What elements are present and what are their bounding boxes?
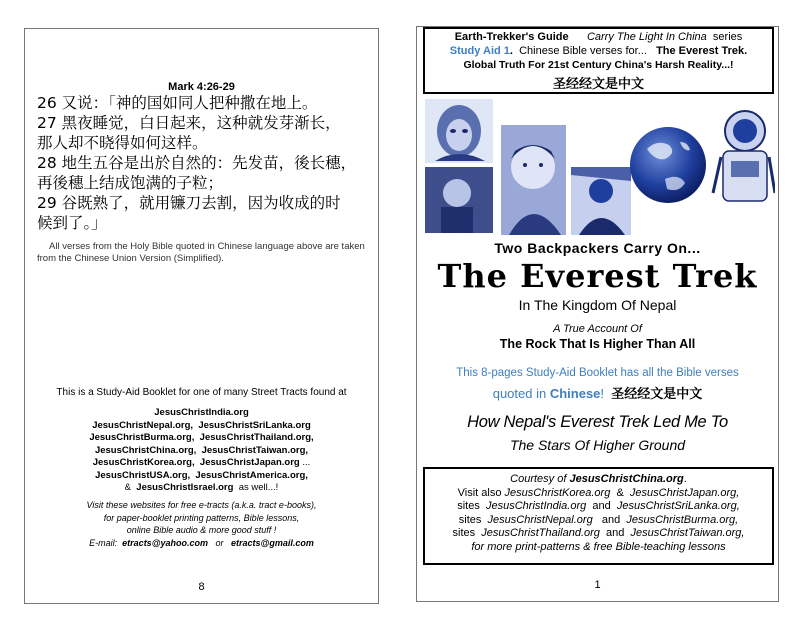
rock-line: The Rock That Is Higher Than All <box>499 337 696 351</box>
chinese-tagline-2: 圣经经文是中文 <box>611 387 703 402</box>
chinese-verses <box>37 93 372 233</box>
earth-globe-image <box>630 127 706 203</box>
visit-line: Visit these websites for free e-tracts (a.k.a. tract e-books), <box>86 500 317 510</box>
sites-word: sites <box>452 527 476 539</box>
study-aid-line: This is a Study-Aid Booklet for one of many Street Tracts found at <box>56 387 347 398</box>
source-note: All verses from the Holy Bible quoted in Chinese language above are taken from the Chinese Union Version (Simplified). <box>37 241 365 264</box>
site-link[interactable]: JesusChristUSA.org <box>95 469 188 481</box>
email-label: E-mail: <box>89 537 118 548</box>
verse-line: 28 地生五谷是出於自然的：先发苗，後长穗， <box>37 154 357 172</box>
trekker-photo-image <box>571 167 631 235</box>
visit-also: Visit also <box>457 486 502 499</box>
sites-word: sites <box>458 513 482 526</box>
or-text: or <box>215 537 224 548</box>
booklet-chinese-line: quoted in Chinese! 圣经经文是中文 <box>492 386 703 402</box>
as-well-text: as well...! <box>238 482 279 493</box>
verse-line: 29 谷既熟了，就用镰刀去割，因为收成的时 <box>37 194 341 212</box>
site-link[interactable]: JesusChristNepal.org <box>92 419 191 431</box>
visit-note <box>25 499 378 549</box>
stars-line: The Stars Of Higher Ground <box>509 437 686 453</box>
verse-reference: Mark 4:26-29 <box>168 81 235 93</box>
verse-line: 26 又说：「神的国如同人把种撒在地上。 <box>37 94 318 112</box>
site-link[interactable]: JesusChristJapan.org, <box>629 486 740 499</box>
verse-line: 那人却不晓得如何这样。 <box>37 134 208 152</box>
elder-portrait-image <box>501 125 566 235</box>
courtesy-prefix: Courtesy of <box>510 473 567 485</box>
sites-list: JesusChristIndia.org JesusChristNepal.org, JesusChristSriLanka.org JesusChristBurma.org, JesusChristThailand.org, JesusChristChina.org, JesusChristTaiwan.org, JesusChristKorea.org, JesusChristJapan.org ... JesusChristUSA.org, JesusChristAmerica.org, & JesusChristIsrael.org as well...! <box>89 407 314 493</box>
site-link[interactable]: JesusChristSriLanka.org <box>198 419 311 431</box>
verse-line: 再後穗上结成饱满的子粒； <box>37 174 224 192</box>
site-link[interactable]: JesusChristIndia.org <box>154 407 249 418</box>
site-link[interactable]: JesusChristNepal.org <box>487 513 593 526</box>
right-page <box>416 26 779 602</box>
site-link[interactable]: JesusChristBurma.org <box>89 432 192 443</box>
site-link[interactable]: JesusChristIsrael.org <box>136 482 234 493</box>
verse-line: 候到了。」 <box>37 214 107 232</box>
site-link[interactable]: JesusChristKorea.org <box>504 486 611 499</box>
trek-name: The Everest Trek <box>656 45 745 57</box>
ellipsis: ... <box>302 457 311 468</box>
and-text: & <box>124 482 131 493</box>
courtesy-site[interactable]: JesusChristChina.org <box>569 473 684 485</box>
study-aid-label: Study Aid 1 <box>449 45 510 57</box>
header-box: Earth-Trekker's Guide Carry The Light In China series Study Aid 1. Chinese Bible verses for... The Everest Trek. Global Truth For 21st Century China's Harsh Reality...! 圣经经文是中文 <box>423 27 774 94</box>
courtesy-box: Courtesy of JesusChristChina.org. Visit also JesusChristKorea.org & JesusChristJapan.org, sites JesusChristIndia.org and JesusChristSriLanka.org, sites JesusChristNepal.org and JesusChristBurma.org, sites JesusChristThailand.org and JesusChristTaiwan.org, for more print-patterns & free Bible-teaching lessons <box>423 467 774 565</box>
page-number: 1 <box>594 579 601 591</box>
email-link[interactable]: etracts@yahoo.com <box>122 537 208 548</box>
visit-line: online Bible audio & more good stuff ! <box>126 525 277 535</box>
site-link[interactable]: JesusChristTaiwan.org <box>201 444 306 456</box>
site-link[interactable]: JesusChristJapan.org <box>199 457 300 468</box>
child-photo-image <box>425 167 493 233</box>
courtesy-last-line: for more print-patterns & free Bible-teaching lessons <box>471 540 726 553</box>
how-to-line: How Nepal's Everest Trek Led Me To <box>467 413 728 431</box>
and-word: and <box>601 513 621 526</box>
and-word: and <box>592 500 611 512</box>
and-word: and <box>606 527 625 539</box>
astronaut-image <box>713 97 775 205</box>
main-title: The Everest Trek <box>437 257 758 295</box>
site-link[interactable]: JesusChristChina.org <box>94 444 194 456</box>
verses-for-text: Chinese Bible verses for... <box>519 45 647 57</box>
booklet-line: This 8-pages Study-Aid Booklet has all the Bible verses <box>456 367 739 379</box>
series-word: series <box>712 31 743 43</box>
cover-images <box>425 97 775 237</box>
site-link[interactable]: JesusChristTaiwan.org, <box>630 527 745 539</box>
chinese-word: Chinese <box>549 386 601 401</box>
left-page <box>24 28 379 604</box>
subtitle: Two Backpackers Carry On... <box>494 240 701 256</box>
site-link[interactable]: JesusChristBurma.org, <box>626 513 739 526</box>
guide-title: Earth-Trekker's Guide <box>454 31 569 43</box>
global-truth: Global Truth For 21st Century China's Harsh Reality...! <box>463 59 734 71</box>
quoted-text: quoted in <box>492 386 547 401</box>
site-link[interactable]: JesusChristKorea.org <box>92 457 192 468</box>
site-link[interactable]: JesusChristIndia.org <box>485 500 587 512</box>
kingdom-line: In The Kingdom Of Nepal <box>518 297 677 313</box>
sites-word: sites <box>457 500 480 512</box>
girl-portrait-image <box>425 99 493 163</box>
page-number: 8 <box>198 581 205 593</box>
site-link[interactable]: JesusChristSriLanka.org, <box>616 500 740 512</box>
visit-line: for paper-booklet printing patterns, Bible lessons, <box>103 512 300 523</box>
site-link[interactable]: JesusChristAmerica.org <box>195 469 306 481</box>
series-name: Carry The Light In China <box>586 31 707 43</box>
site-link[interactable]: JesusChristThailand.org <box>481 527 600 539</box>
verse-line: 27 黑夜睡觉，白日起来，这种就发芽渐长， <box>37 114 341 132</box>
true-account-line: A True Account Of <box>553 323 642 335</box>
chinese-tagline: 圣经经文是中文 <box>552 77 644 92</box>
site-link[interactable]: JesusChristThailand.org <box>199 432 312 443</box>
email-link[interactable]: etracts@gmail.com <box>231 537 314 548</box>
